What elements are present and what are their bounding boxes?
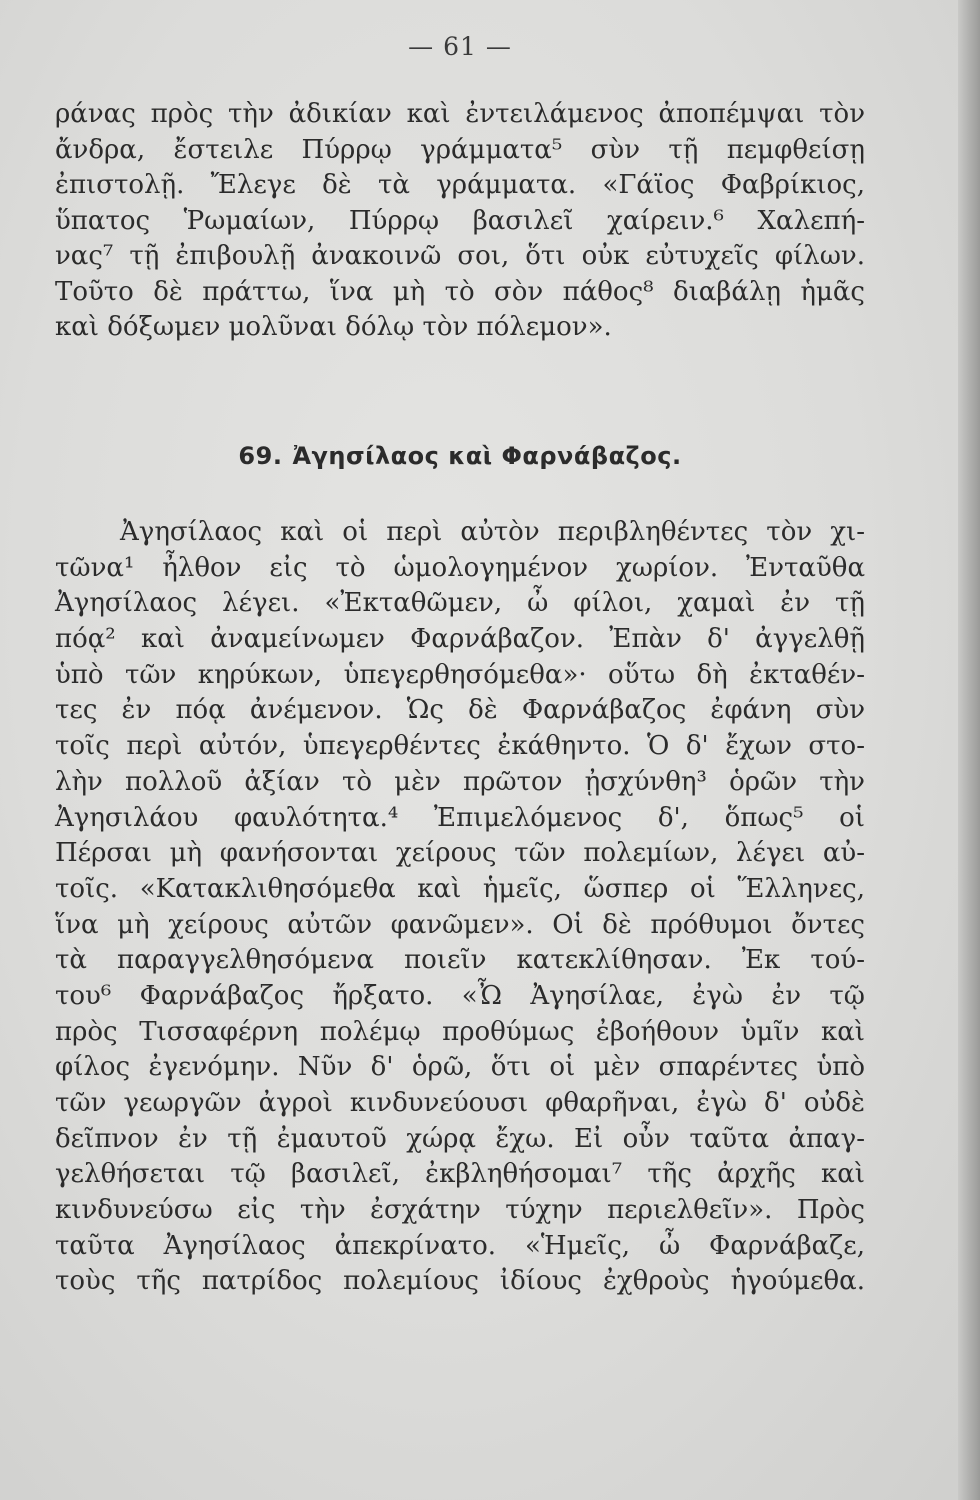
text-line: γελθήσεται τῷ βασιλεῖ, ἐκβληθήσομαι⁷ τῆς ἀρχῆς καὶ <box>55 1159 865 1190</box>
page-gutter-shadow <box>958 0 980 1500</box>
text-line: τῶν γεωργῶν ἀγροὶ κινδυνεύουσι φθαρῆναι, ἐγὼ δ' οὐδὲ <box>55 1088 865 1118</box>
text-line: ὑπὸ τῶν κηρύκων, ὑπεγερθησόμεθα»· οὕτω δὴ ἐκταθέν- <box>55 659 865 690</box>
text-line: ἄνδρα, ἔστειλε Πύρρῳ γράμματα⁵ σὺν τῇ πεμφθείσῃ <box>55 134 865 165</box>
text-line: Ἀγησιλάου φαυλότητα.⁴ Ἐπιμελόμενος δ', ὅπως⁵ οἱ <box>55 802 865 833</box>
text-line: τοῖς περὶ αὐτόν, ὑπεγερθέντες ἐκάθηντο. Ὁ δ' ἔχων στο- <box>55 731 865 762</box>
text-line: τοὺς τῆς πατρίδος πολεμίους ἰδίους ἐχθροὺς ἡγούμεθα. <box>55 1266 865 1297</box>
text-line: Πέρσαι μὴ φανήσονται χείρους τῶν πολεμίων, λέγει αὐ- <box>55 838 865 869</box>
text-line: καὶ δόξωμεν μολῦναι δόλῳ τὸν πόλεμον». <box>55 312 612 342</box>
text-line: ράνας πρὸς τὴν ἀδικίαν καὶ ἐντειλάμενος ἀποπέμψαι τὸν <box>55 99 865 129</box>
text-line: τῶνα¹ ἦλθον εἰς τὸ ὡμολογημένον χωρίον. Ἐνταῦθα <box>55 552 865 583</box>
text-line: Τοῦτο δὲ πράττω, ἵνα μὴ τὸ σὸν πάθος⁸ διαβάλῃ ἡμᾶς <box>55 276 865 307</box>
text-line: Ἀγησίλαος λέγει. «Ἐκταθῶμεν, ὦ φίλοι, χαμαὶ ἐν τῇ <box>55 588 865 619</box>
text-line: ἵνα μὴ χείρους αὐτῶν φανῶμεν». Οἱ δὲ πρόθυμοι ὄντες <box>55 909 865 940</box>
section-title: Ἀγησίλαος καὶ Φαρνάβαζος. <box>292 442 682 470</box>
section-number: 69. <box>238 442 283 470</box>
text-line: ὕπατος Ῥωμαίων, Πύρρῳ βασιλεῖ χαίρειν.⁶ Χαλεπή- <box>55 205 865 236</box>
text-line: ἐπιστολῇ. Ἔλεγε δὲ τὰ γράμματα. «Γάϊος Φαβρίκιος, <box>55 170 865 200</box>
text-line: λὴν πολλοῦ ἀξίαν τὸ μὲν πρῶτον ᾐσχύνθη³ ὁρῶν τὴν <box>55 766 865 797</box>
text-line: δεῖπνον ἐν τῇ ἐμαυτοῦ χώρᾳ ἔχω. Εἰ οὖν ταῦτα ἀπαγ- <box>55 1123 865 1154</box>
text-line: κινδυνεύσω εἰς τὴν ἐσχάτην τύχην περιελθεῖν». Πρὸς <box>55 1195 865 1226</box>
text-line: πόᾳ² καὶ ἀναμείνωμεν Φαρνάβαζον. Ἐπὰν δ' ἀγγελθῇ <box>55 624 865 655</box>
text-line: Ἀγησίλαος καὶ οἱ περὶ αὐτὸν περιβληθέντες τὸν χι- <box>120 517 865 547</box>
top-paragraph <box>55 97 865 346</box>
page-number: — 61 — <box>408 32 512 61</box>
text-line: τοῖς. «Κατακλιθησόμεθα καὶ ἡμεῖς, ὥσπερ οἱ Ἕλληνες, <box>55 873 865 904</box>
text-line: τες ἐν πόᾳ ἀνέμενον. Ὡς δὲ Φαρνάβαζος ἐφάνη σὺν <box>55 695 865 726</box>
main-paragraph <box>55 515 865 1300</box>
text-line: ταῦτα Ἀγησίλαος ἀπεκρίνατο. «Ἡμεῖς, ὦ Φαρνάβαζε, <box>55 1230 865 1261</box>
text-line: τὰ παραγγελθησόμενα ποιεῖν κατεκλίθησαν. Ἐκ τού- <box>55 945 865 976</box>
section-heading <box>0 442 920 470</box>
text-line: του⁶ Φαρνάβαζος ἤρξατο. «Ὦ Ἀγησίλαε, ἐγὼ ἐν τῷ <box>55 980 865 1011</box>
text-line: νας⁷ τῇ ἐπιβουλῇ ἀνακοινῶ σοι, ὅτι οὐκ εὐτυχεῖς φίλων. <box>55 241 865 271</box>
text-line: πρὸς Τισσαφέρνη πολέμῳ προθύμως ἐβοήθουν ὑμῖν καὶ <box>55 1016 865 1047</box>
text-line: φίλος ἐγενόμην. Νῦν δ' ὁρῶ, ὅτι οἱ μὲν σπαρέντες ὑπὸ <box>55 1052 865 1083</box>
